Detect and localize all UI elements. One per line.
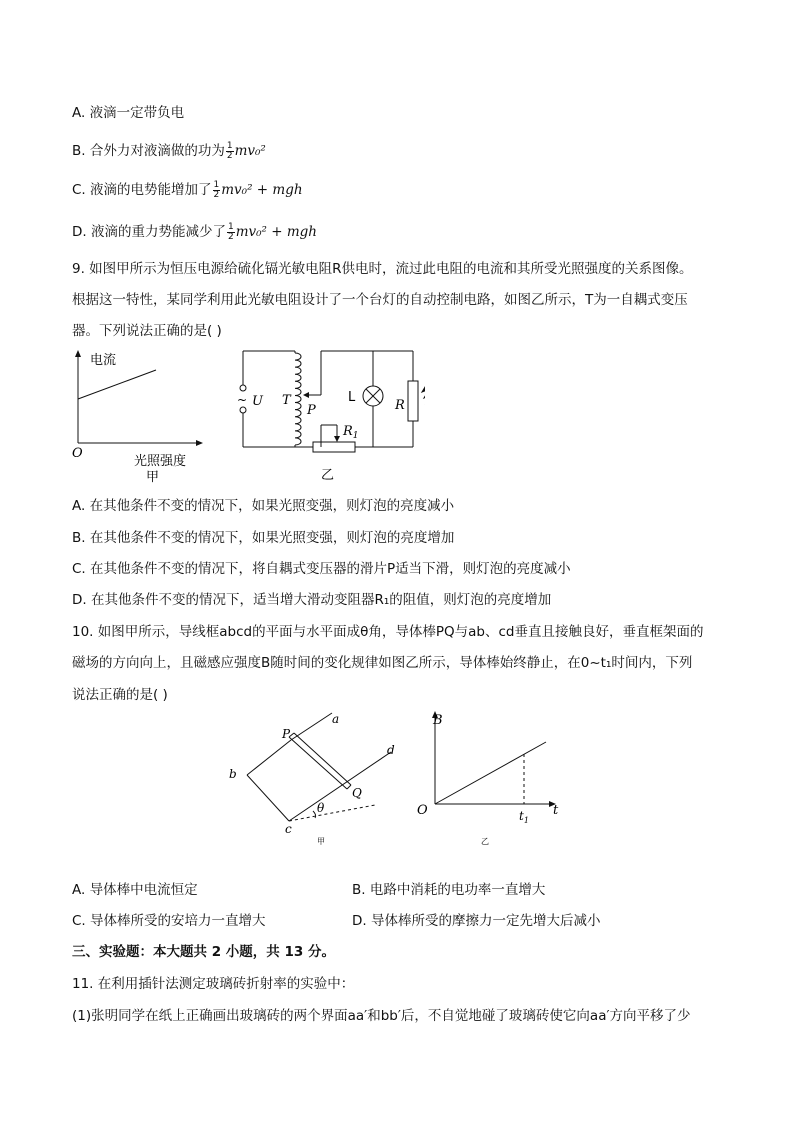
q10-option-a: A. 导体棒中电流恒定	[72, 882, 198, 898]
q8-option-d-expr: mv₀² + mgh	[235, 224, 318, 240]
lamp-label: L	[348, 390, 356, 405]
b-line	[435, 742, 546, 804]
slider-arrow	[303, 392, 309, 398]
rheostat-icon	[313, 442, 355, 452]
section-heading: 三、实验题：本大题共 2 小题，共 13 分。	[72, 944, 335, 960]
b-axis-label: B	[433, 713, 443, 728]
q9-option-b: B. 在其他条件不变的情况下，如果光照变强，则灯泡的亮度增加	[72, 530, 455, 546]
voltage-label: U	[252, 394, 263, 409]
label-c: c	[285, 822, 292, 836]
horizontal-reference	[289, 805, 375, 821]
q10-figure-jia	[225, 705, 415, 850]
q9-stem-line-1: 9. 如图甲所示为恒压电源给硫化镉光敏电阻R供电时，流过此电阻的电流和其所受光照强度的关系图像。	[72, 261, 693, 277]
autotransformer-coil	[295, 353, 301, 445]
origin-label: O	[72, 446, 83, 461]
q10-figure-yi	[413, 708, 568, 848]
q10-option-c: C. 导体棒所受的安培力一直增大	[72, 913, 266, 929]
photoresistor-icon	[408, 381, 418, 421]
q9-stem-line-2: 根据这一特性，某同学利用此光敏电阻设计了一个台灯的自动控制电路，如图乙所示，T为一自耦式变压	[72, 292, 688, 308]
label-b: b	[229, 767, 237, 781]
q8-option-b	[72, 141, 266, 161]
q8-option-c-expr: mv₀² + mgh	[221, 182, 303, 198]
ac-symbol: ~	[237, 393, 248, 407]
q9-option-d: D. 在其他条件不变的情况下，适当增大滑动变阻器R₁的阻值，则灯泡的亮度增加	[72, 592, 552, 608]
q8-option-b-text: B. 合外力对液滴做的功为	[72, 143, 225, 159]
fraction-half: $\frac{1}{2}$	[226, 140, 233, 161]
q8-option-d	[72, 222, 317, 242]
t1-label: $t_1$	[519, 809, 529, 825]
q9-option-a: A. 在其他条件不变的情况下，如果光照变强，则灯泡的亮度减小	[72, 498, 455, 514]
t-axis-label: t	[553, 803, 559, 818]
q9-figure-jia	[60, 345, 210, 485]
figure-caption-yi: 乙	[481, 837, 489, 846]
y-axis-label: 电流	[90, 353, 117, 368]
label-p: P	[282, 727, 291, 741]
fraction-half: $\frac{1}{2}$	[227, 221, 234, 242]
q11-part-1: (1)张明同学在纸上正确画出玻璃砖的两个界面aa′和bb′后，不自觉地碰了玻璃砖使它向aa′方向平移了少	[72, 1008, 691, 1024]
q8-option-a: A. 液滴一定带负电	[72, 105, 185, 121]
figure-caption-jia: 甲	[146, 470, 160, 485]
transformer-label: T	[282, 393, 291, 408]
q8-option-c	[72, 180, 303, 200]
label-d: d	[387, 743, 395, 757]
source-terminal	[240, 385, 246, 391]
label-q: Q	[352, 786, 362, 800]
label-theta: θ	[317, 801, 325, 815]
q9-option-c: C. 在其他条件不变的情况下，将自耦式变压器的滑片P适当下滑，则灯泡的亮度减小	[72, 561, 571, 577]
q10-stem-line-2: 磁场的方向向上，且磁感应强度B随时间的变化规律如图乙所示，导体棒始终静止，在0~t₁时间内，下列	[72, 655, 693, 671]
q9-figure-yi	[225, 343, 425, 485]
q10-stem-line-3: 说法正确的是( )	[72, 687, 168, 703]
slider-label: P	[307, 403, 316, 418]
q10-stem-line-1: 10. 如图甲所示，导线框abcd的平面与水平面成θ角，导体棒PQ与ab、cd垂直且接触良好，垂直框架面的	[72, 624, 704, 640]
origin-label: O	[417, 803, 428, 818]
figure-caption-jia: 甲	[317, 837, 325, 846]
q8-option-b-expr: mv₀²	[234, 143, 266, 159]
q9-stem-line-3: 器。下列说法正确的是( )	[72, 323, 222, 339]
fraction-half: $\frac{1}{2}$	[213, 179, 220, 200]
q10-option-b: B. 电路中消耗的电功率一直增大	[352, 882, 546, 898]
q10-option-d: D. 导体棒所受的摩擦力一定先增大后减小	[352, 913, 601, 929]
light-arrows-icon	[422, 377, 425, 404]
x-axis-label: 光照强度	[134, 454, 187, 469]
label-a: a	[332, 712, 340, 726]
figure-caption-yi: 乙	[321, 468, 335, 483]
q8-option-d-text: D. 液滴的重力势能减少了	[72, 224, 226, 240]
q11-stem: 11. 在利用插针法测定玻璃砖折射率的实验中：	[72, 976, 355, 992]
source-terminal	[240, 407, 246, 413]
rheostat-label: $R_1$	[343, 424, 359, 441]
q8-option-c-text: C. 液滴的电势能增加了	[72, 182, 212, 198]
photoresistor-label: R	[395, 398, 405, 413]
current-line	[78, 370, 156, 399]
